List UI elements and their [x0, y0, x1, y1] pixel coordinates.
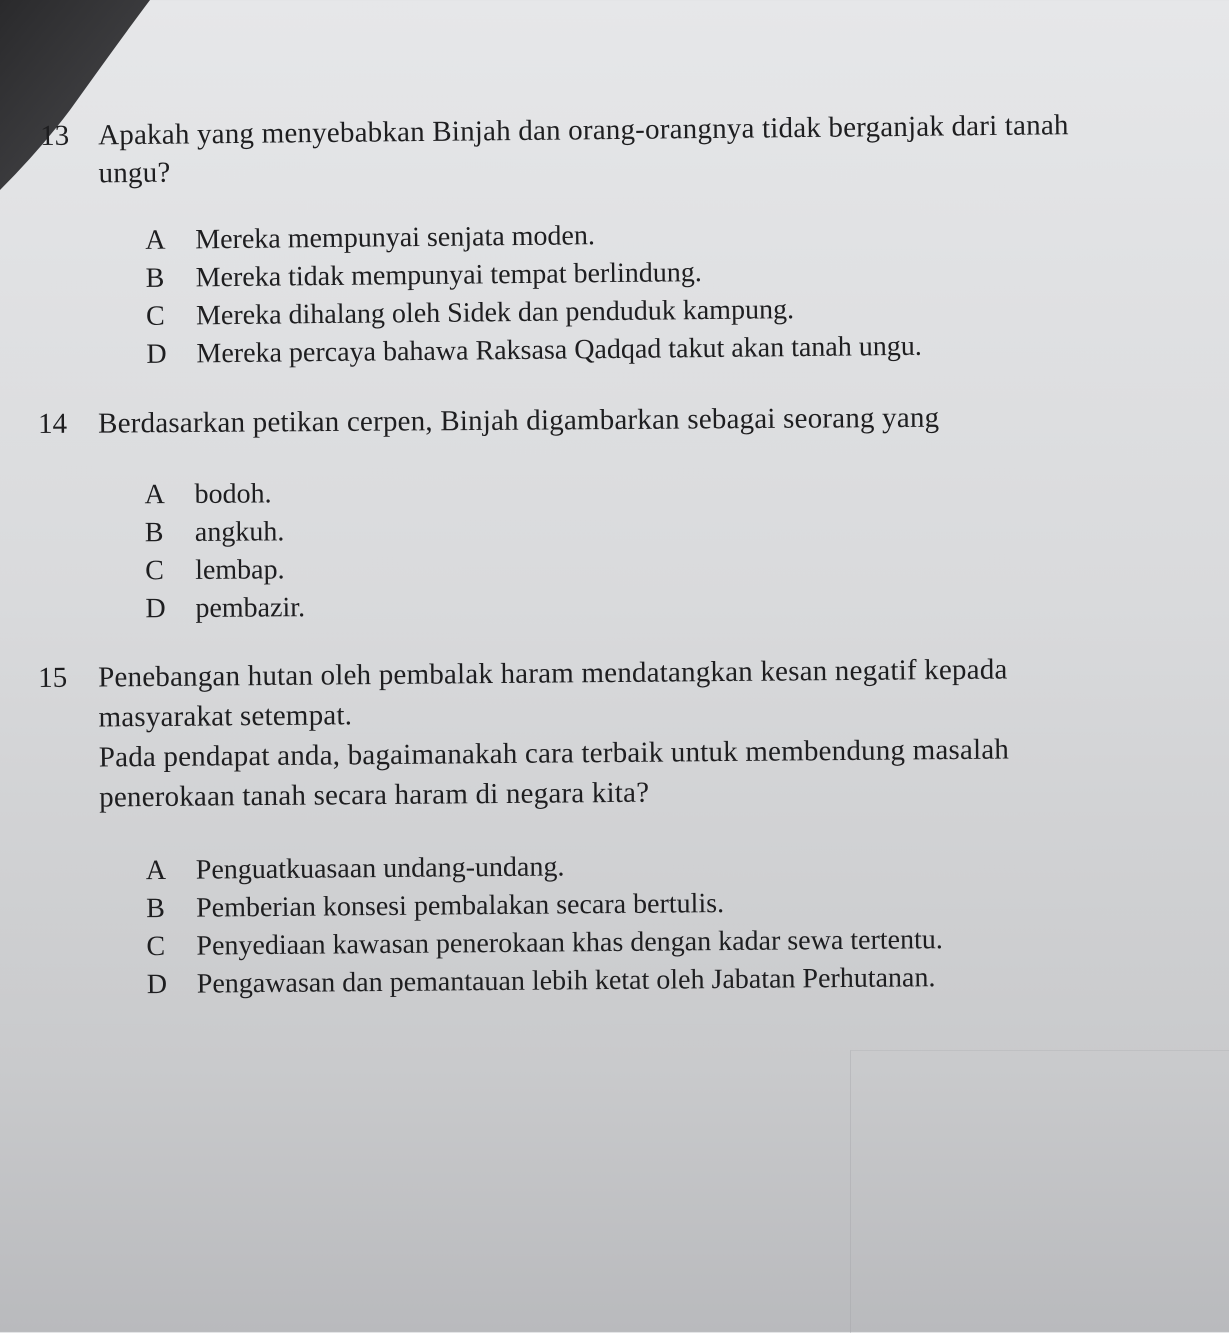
- question-number: 14: [38, 407, 68, 441]
- option-text: Mereka mempunyai senjata moden.: [195, 220, 596, 256]
- option-b[interactable]: [145, 516, 285, 549]
- question-stem-line: ungu?: [98, 156, 171, 190]
- option-letter: A: [145, 224, 166, 256]
- question-stem-line: Berdasarkan petikan cerpen, Binjah digambarkan sebagai seorang yang: [97, 401, 940, 440]
- question-number: 15: [38, 661, 68, 695]
- option-letter: A: [144, 479, 165, 511]
- question-stem-line: masyarakat setempat.: [98, 699, 353, 734]
- option-text: Penyediaan kawasan penerokaan khas dengan kadar sewa tertentu.: [196, 924, 943, 962]
- option-c[interactable]: [146, 294, 794, 333]
- option-c[interactable]: [145, 554, 285, 587]
- question-stem-line: Pada pendapat anda, bagaimanakah cara terbaik untuk membendung masalah: [98, 733, 1010, 774]
- option-a[interactable]: [145, 478, 272, 511]
- option-text: angkuh.: [194, 516, 285, 548]
- option-text: Penguatkuasaan undang-undang.: [195, 851, 565, 886]
- option-b[interactable]: [146, 257, 702, 295]
- option-text: bodoh.: [194, 478, 272, 510]
- question-stem-line: penerokaan tanah secara haram di negara kita?: [99, 776, 650, 814]
- question-13: [40, 108, 1190, 370]
- option-a[interactable]: [146, 851, 565, 887]
- option-letter: B: [144, 517, 164, 549]
- option-b[interactable]: [146, 888, 724, 925]
- option-text: pembazir.: [195, 592, 306, 624]
- option-text: lembap.: [195, 554, 285, 586]
- option-c[interactable]: [146, 924, 943, 963]
- option-letter: D: [146, 968, 168, 1001]
- option-d[interactable]: [145, 592, 305, 625]
- option-letter: A: [145, 854, 167, 887]
- question-15: [38, 652, 1190, 1001]
- question-stem-line: Penebangan hutan oleh pembalak haram mendatangkan kesan negatif kepada: [97, 653, 1008, 694]
- option-text: Pemberian konsesi pembalakan secara bertulis.: [196, 888, 725, 924]
- option-letter: D: [146, 338, 167, 370]
- option-a[interactable]: [145, 220, 595, 257]
- option-d[interactable]: [147, 962, 936, 1001]
- question-stem-line: Apakah yang menyebabkan Binjah dan orang-orangnya tidak berganjak dari tanah: [97, 109, 1069, 152]
- option-letter: B: [145, 262, 165, 294]
- option-letter: C: [145, 555, 164, 587]
- option-text: Mereka tidak mempunyai tempat berlindung.: [195, 257, 702, 294]
- option-letter: B: [146, 892, 165, 925]
- option-text: Mereka percaya bahawa Raksasa Qadqad takut akan tanah ungu.: [196, 330, 922, 370]
- question-14: [38, 400, 1190, 625]
- option-d[interactable]: [146, 331, 922, 371]
- option-letter: D: [145, 593, 166, 625]
- question-number: 13: [40, 119, 70, 152]
- option-text: Mereka dihalang oleh Sidek dan penduduk kampung.: [195, 294, 795, 332]
- option-text: Pengawasan dan pemantauan lebih ketat oleh Jabatan Perhutanan.: [196, 962, 936, 1000]
- option-letter: C: [146, 930, 166, 963]
- option-letter: C: [145, 300, 165, 332]
